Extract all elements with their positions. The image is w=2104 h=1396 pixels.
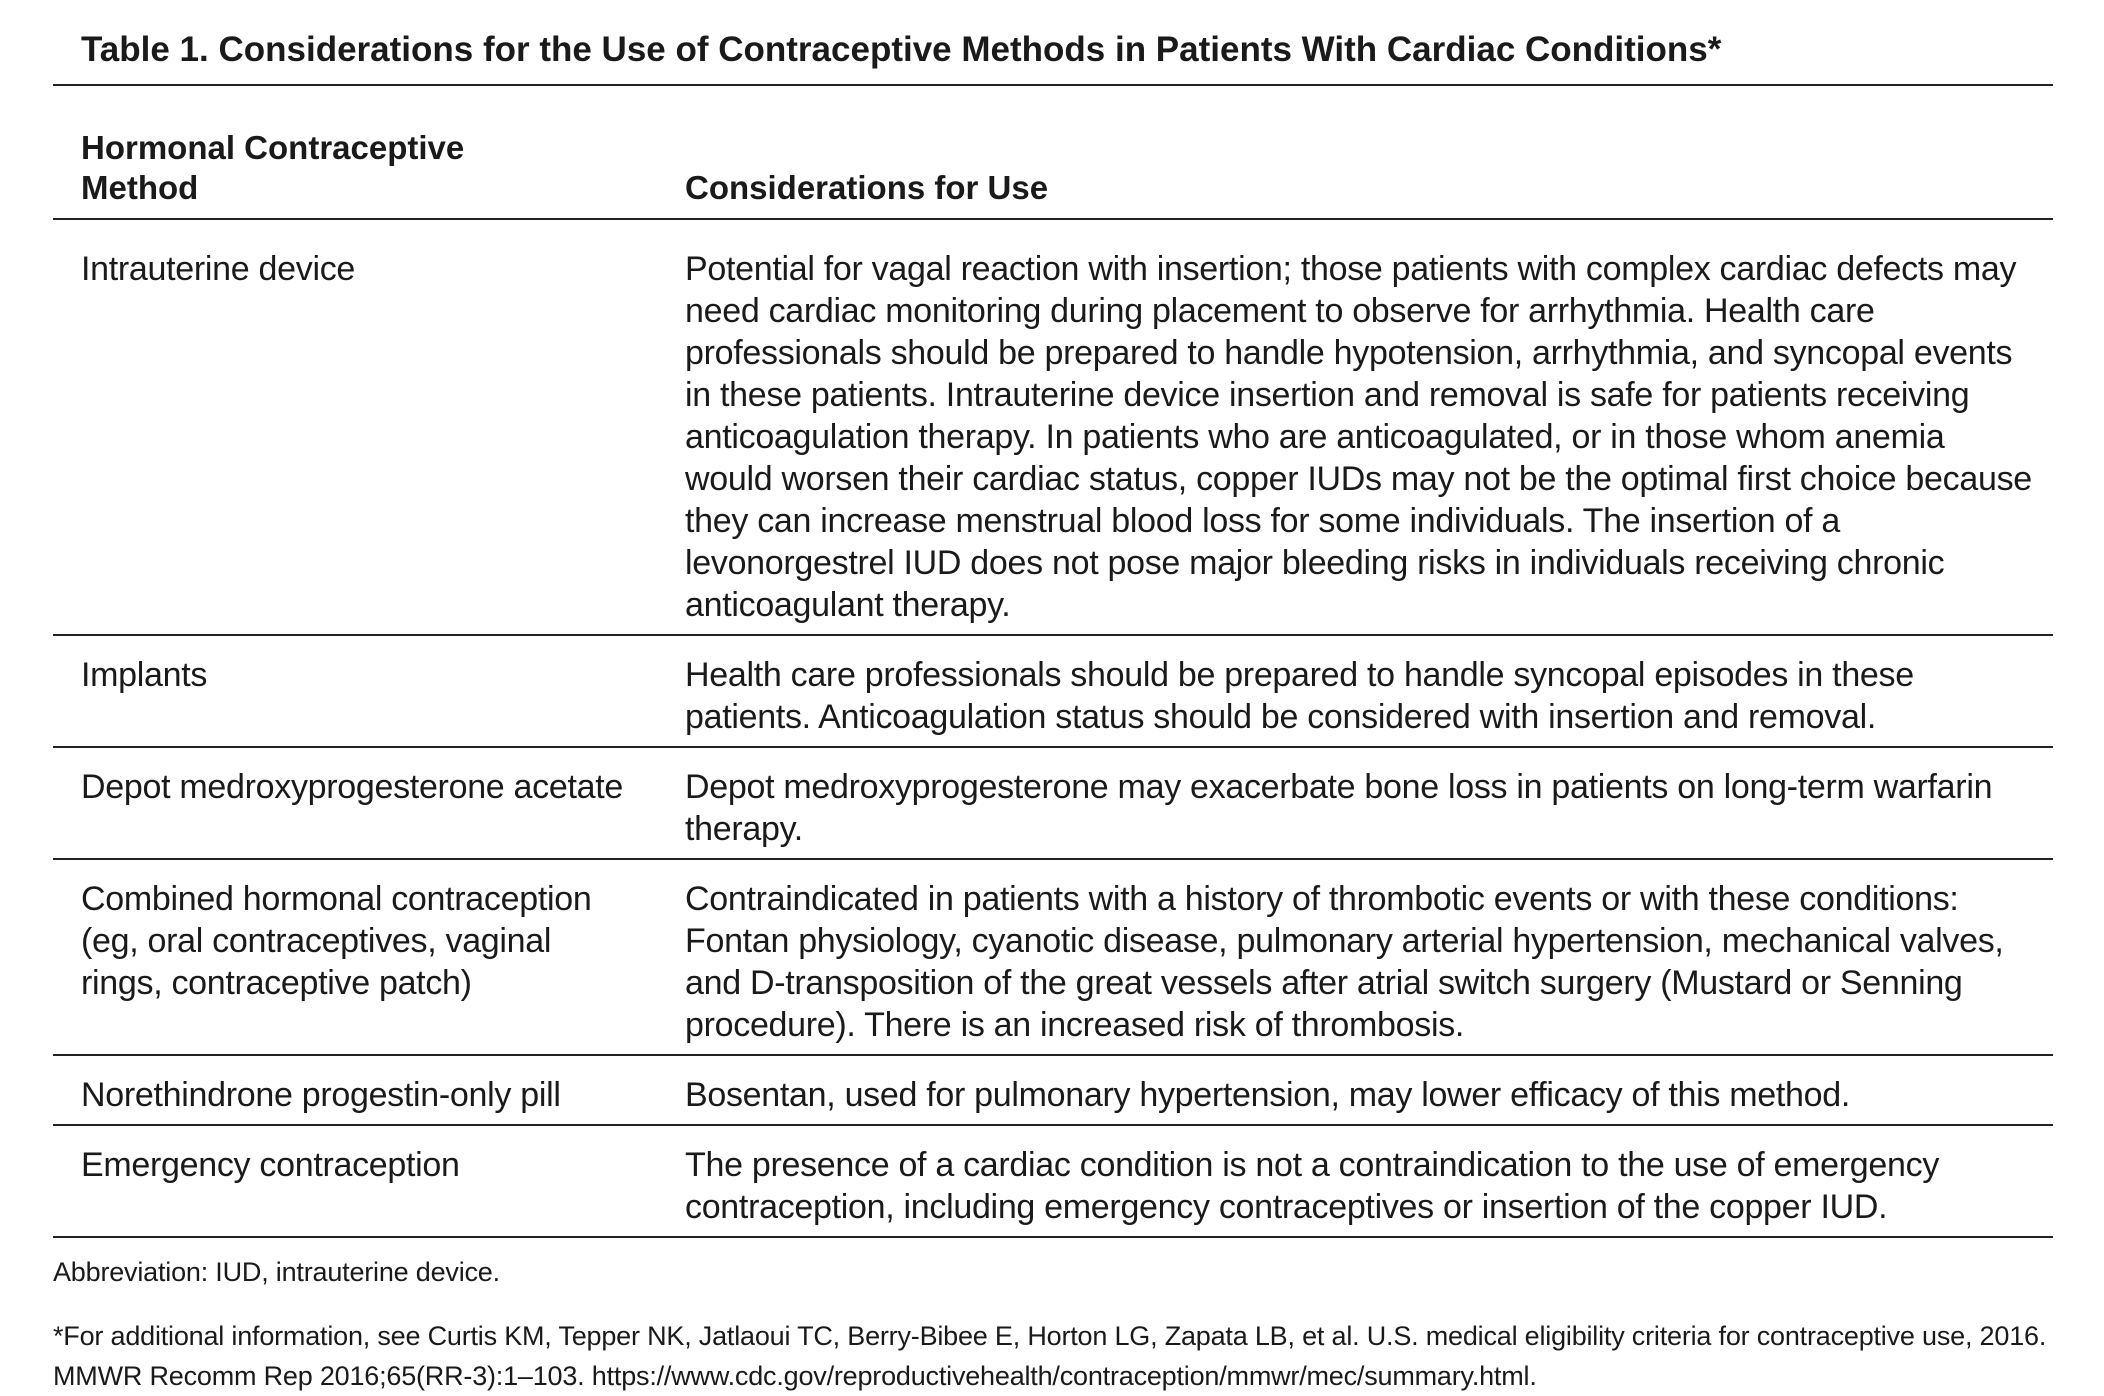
table-notes — [53, 1252, 2053, 1396]
table-title-text: Considerations for the Use of Contraceptive Methods in Patients With Cardiac Conditions* — [218, 30, 1722, 69]
table-title — [53, 28, 2053, 72]
table-label: Table 1. — [81, 30, 209, 69]
method-cell: Combined hormonal contraception (eg, oral contraceptives, vaginal rings, contraceptive patch) — [53, 859, 685, 1055]
table-row — [53, 1125, 2053, 1237]
considerations-cell: The presence of a cardiac condition is not a contraindication to the use of emergency contraception, including emergency contraceptives or insertion of the copper IUD. — [685, 1125, 2053, 1237]
reference-footnote: *For additional information, see Curtis KM, Tepper NK, Jatlaoui TC, Berry-Bibee E, Horton LG, Zapata LB, et al. U.S. medical eligibility criteria for contraceptive use, 2016. MMWR Recomm Rep 2016;65(RR-3):1–103. https://www.cdc.gov/reproductivehealth/contraception/mmwr/mec/summary.html. — [53, 1321, 2047, 1391]
contraceptive-table — [53, 86, 2053, 1238]
abbreviation-note: Abbreviation: IUD, intrauterine device. — [53, 1257, 500, 1287]
column-header-method: Hormonal Contraceptive Method — [53, 86, 685, 219]
method-cell: Emergency contraception — [53, 1125, 685, 1237]
table-row — [53, 1055, 2053, 1125]
table-row — [53, 635, 2053, 747]
considerations-cell: Depot medroxyprogesterone may exacerbate bone loss in patients on long-term warfarin therapy. — [685, 747, 2053, 859]
considerations-cell: Potential for vagal reaction with insertion; those patients with complex cardiac defects may need cardiac monitoring during placement to observe for arrhythmia. Health care professionals should be prepared to handle hypotension, arrhythmia, and syncopal events in these patients. Intrauterine device insertion and removal is safe for patients receiving anticoagulation therapy. In patients who are anticoagulated, or in those whom anemia would worsen their cardiac status, copper IUDs may not be the optimal first choice because they can increase menstrual blood loss for some individuals. The insertion of a levonorgestrel IUD does not pose major bleeding risks in individuals receiving chronic anticoagulant therapy. — [685, 219, 2053, 635]
method-cell: Depot medroxyprogesterone acetate — [53, 747, 685, 859]
table-container — [53, 28, 2053, 1396]
header-row — [53, 86, 2053, 219]
table-row — [53, 859, 2053, 1055]
considerations-cell: Bosentan, used for pulmonary hypertension, may lower efficacy of this method. — [685, 1055, 2053, 1125]
table-body — [53, 219, 2053, 1237]
table-row — [53, 219, 2053, 635]
considerations-cell: Contraindicated in patients with a history of thrombotic events or with these conditions: Fontan physiology, cyanotic disease, pulmonary arterial hypertension, mechanical valves, and D-transposition of the great vessels after atrial switch surgery (Mustard or Senning procedure). There is an increased risk of thrombosis. — [685, 859, 2053, 1055]
method-cell: Norethindrone progestin-only pill — [53, 1055, 685, 1125]
table-row — [53, 747, 2053, 859]
method-cell: Implants — [53, 635, 685, 747]
column-header-considerations: Considerations for Use — [685, 86, 2053, 219]
considerations-cell: Health care professionals should be prepared to handle syncopal episodes in these patients. Anticoagulation status should be considered with insertion and removal. — [685, 635, 2053, 747]
method-cell: Intrauterine device — [53, 219, 685, 635]
